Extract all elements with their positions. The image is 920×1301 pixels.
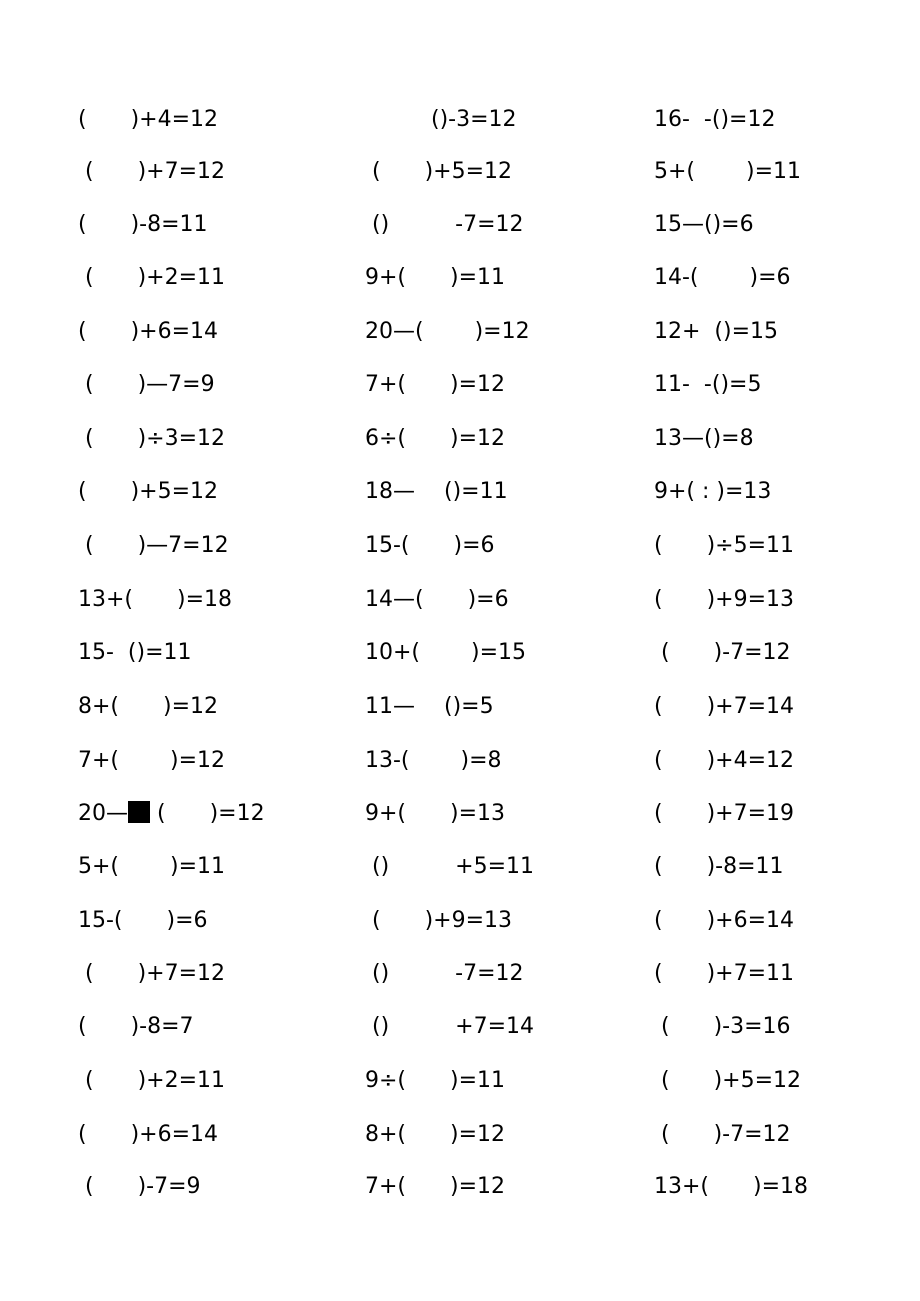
problem-item: 9+( )=11 — [365, 265, 506, 290]
problem-item: 10+( )=15 — [365, 640, 527, 665]
problem-item: ( )-8=11 — [654, 854, 784, 879]
problem-item: 11— ()=5 — [365, 694, 494, 719]
problem-item: ( )-8=7 — [78, 1014, 194, 1039]
problem-item: ( )+4=12 — [654, 748, 795, 773]
problem-item: 7+( )=12 — [78, 748, 226, 773]
problem-item: 15-( )=6 — [78, 908, 208, 933]
problem-item: 13—()=8 — [654, 426, 754, 451]
problem-item: 14—( )=6 — [365, 587, 509, 612]
problem-item: 13-( )=8 — [365, 748, 502, 773]
problem-item: 18— ()=11 — [365, 479, 508, 504]
problem-item: ()-3=12 — [365, 107, 517, 132]
problem-item: () +7=14 — [365, 1014, 535, 1039]
problem-item: 16- -()=12 — [654, 107, 776, 132]
problem-item: 15- ()=11 — [78, 640, 192, 665]
problem-item: ( )-7=12 — [654, 640, 791, 665]
problem-item: ( )—7=12 — [78, 533, 229, 558]
problem-item: ( )-3=16 — [654, 1014, 791, 1039]
problem-item: ( )+6=14 — [654, 908, 795, 933]
problem-item: 13+( )=18 — [78, 587, 233, 612]
problem-item: ( )-7=12 — [654, 1122, 791, 1147]
problem-item: ( )—7=9 — [78, 372, 215, 397]
problem-item: 8+( )=12 — [365, 1122, 506, 1147]
problem-item: ( )+7=19 — [654, 801, 795, 826]
problem-item: ( )+5=12 — [654, 1068, 802, 1093]
problem-item: 9+( )=13 — [365, 801, 506, 826]
problem-item: 9+( : )=13 — [654, 479, 772, 504]
problem-item: ( )+6=14 — [78, 1122, 219, 1147]
problem-item: ( )÷5=11 — [654, 533, 795, 558]
problem-item: ( )+2=11 — [78, 265, 226, 290]
problem-item: ( )+7=12 — [78, 961, 226, 986]
problem-item: ( )+7=14 — [654, 694, 795, 719]
problem-item: 20—( )=12 — [365, 319, 530, 344]
problem-item: 7+( )=12 — [365, 1174, 506, 1199]
problem-prefix: 20— — [78, 801, 128, 826]
problem-item: ( )+5=12 — [78, 479, 219, 504]
problem-item: () -7=12 — [365, 212, 524, 237]
problem-item: ( )+5=12 — [365, 159, 513, 184]
problem-item: 7+( )=12 — [365, 372, 506, 397]
problem-item: 13+( )=18 — [654, 1174, 809, 1199]
problem-item — [78, 800, 265, 828]
problem-item: 14-( )=6 — [654, 265, 791, 290]
problem-item: ( )+9=13 — [654, 587, 795, 612]
problem-item: 15-( )=6 — [365, 533, 495, 558]
problem-item: 8+( )=12 — [78, 694, 219, 719]
problem-item: 6÷( )=12 — [365, 426, 506, 451]
ink-blot — [128, 801, 150, 823]
problem-item: ( )÷3=12 — [78, 426, 226, 451]
problem-item: 5+( )=11 — [654, 159, 802, 184]
problem-item: ( )+4=12 — [78, 107, 219, 132]
problem-item: 9÷( )=11 — [365, 1068, 506, 1093]
problem-item: () -7=12 — [365, 961, 524, 986]
problem-item: 12+ ()=15 — [654, 319, 779, 344]
problem-item: 5+( )=11 — [78, 854, 226, 879]
problem-item: () +5=11 — [365, 854, 535, 879]
problem-item: 15—()=6 — [654, 212, 754, 237]
problem-suffix: ( )=12 — [150, 801, 265, 826]
problem-item: ( )+6=14 — [78, 319, 219, 344]
problem-item: ( )-7=9 — [78, 1174, 201, 1199]
problem-item: ( )+7=11 — [654, 961, 795, 986]
problem-item: ( )+9=13 — [365, 908, 513, 933]
problem-item: ( )+7=12 — [78, 159, 226, 184]
problem-item: ( )-8=11 — [78, 212, 208, 237]
problem-item: 11- -()=5 — [654, 372, 762, 397]
problem-item: ( )+2=11 — [78, 1068, 226, 1093]
